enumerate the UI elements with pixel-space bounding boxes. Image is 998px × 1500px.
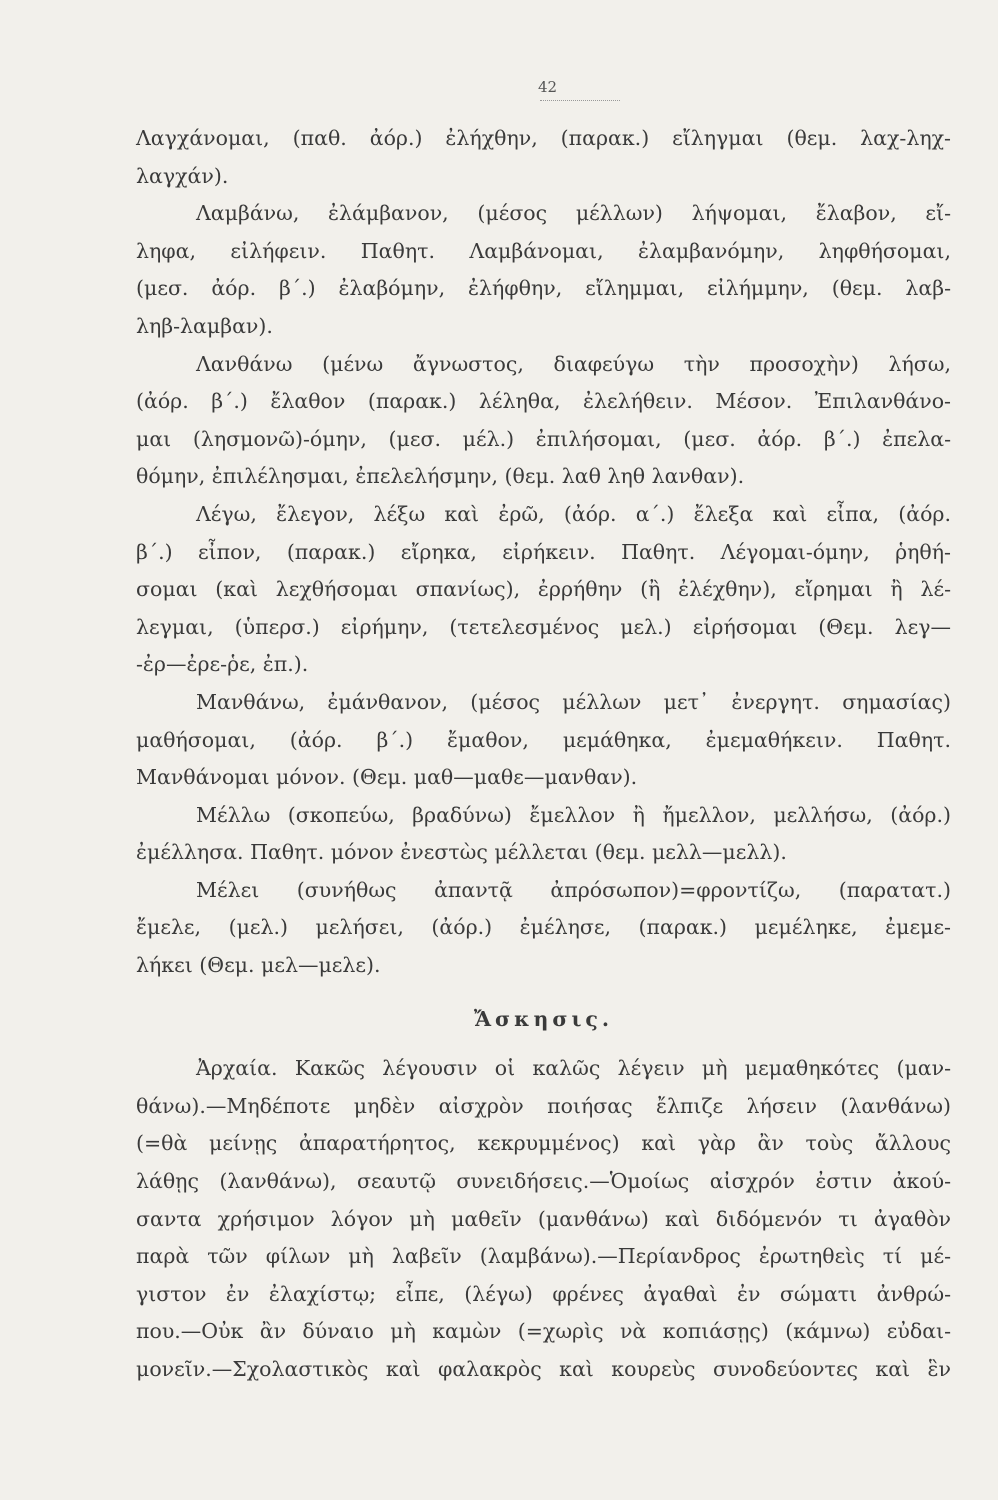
text-line: μονεῖν.—Σχολαστικὸς καὶ φαλακρὸς καὶ κουρεὺς συνοδεύοντες καὶ ἓν <box>136 1357 951 1381</box>
text-line: -ἐρ—ἐρε-ῥε, ἐπ.). <box>136 652 309 677</box>
text-line: Μανθάνω, ἐμάνθανον, (μέσος μέλλων μετ᾽ ἐνεργητ. σημασίας) <box>196 689 951 714</box>
text-line: β΄.) εἶπον, (παρακ.) εἴρηκα, εἰρήκειν. Παθητ. Λέγομαι-όμην, ῥηθή- <box>136 539 951 564</box>
page-number-rule <box>540 100 620 101</box>
text-line: ληφα, εἰλήφειν. Παθητ. Λαμβάνομαι, ἐλαμβανόμην, ληφθήσομαι, <box>136 238 951 263</box>
text-line: θάνω).—Μηδέποτε μηδὲν αἰσχρὸν ποιήσας ἔλπιζε λήσειν (λανθάνω) <box>136 1093 951 1118</box>
text-line: μαι (λησμονῶ)-όμην, (μεσ. μέλ.) ἐπιλήσομαι, (μεσ. ἀόρ. β΄.) ἐπελα- <box>136 426 951 451</box>
text-line: Μέλει (συνήθως ἀπαντᾷ ἀπρόσωπον)=φροντίζω, (παρατατ.) <box>196 877 951 902</box>
text-line: ἐμέλλησα. Παθητ. μόνον ἐνεστὼς μέλλεται (θεμ. μελλ—μελλ). <box>136 840 787 865</box>
text-line: λαγχάν). <box>136 163 229 188</box>
text-line: Ἀρχαία. Κακῶς λέγουσιν οἱ καλῶς λέγειν μὴ μεμαθηκότες (μαν- <box>196 1056 951 1081</box>
text-line: Λανθάνω (μένω ἄγνωστος, διαφεύγω τὴν προσοχὴν) λήσω, <box>196 351 951 376</box>
text-line: που.—Οὐκ ἂν δύναιο μὴ καμὼν (=χωρὶς νὰ κοπιάσῃς) (κάμνω) εὐδαι- <box>136 1319 951 1344</box>
text-line: Λέγω, ἔλεγον, λέξω καὶ ἐρῶ, (ἀόρ. α΄.) ἔλεξα καὶ εἶπα, (ἀόρ. <box>196 501 951 526</box>
text-line: Μανθάνομαι μόνον. (Θεμ. μαθ—μαθε—μανθαν). <box>136 765 638 790</box>
page-text <box>136 120 951 1389</box>
text-line: Λαμβάνω, ἐλάμβανον, (μέσος μέλλων) λήψομαι, ἔλαβον, εἴ- <box>196 201 951 226</box>
text-line: παρὰ τῶν φίλων μὴ λαβεῖν (λαμβάνω).—Περίανδρος ἐρωτηθεὶς τί μέ- <box>136 1244 951 1269</box>
text-line: λεγμαι, (ὑπερσ.) εἰρήμην, (τετελεσμένος μελ.) εἰρήσομαι (Θεμ. λεγ— <box>136 614 951 639</box>
text-line: (=θὰ μείνῃς ἀπαρατήρητος, κεκρυμμένος) καὶ γὰρ ἂν τοὺς ἄλλους <box>136 1131 951 1156</box>
text-line: (ἀόρ. β΄.) ἔλαθον (παρακ.) λέληθα, ἐλελήθειν. Μέσον. Ἐπιλανθάνο- <box>136 389 951 414</box>
text-line: μαθήσομαι, (ἀόρ. β΄.) ἔμαθον, μεμάθηκα, ἐμεμαθήκειν. Παθητ. <box>136 727 951 752</box>
text-line: Μέλλω (σκοπεύω, βραδύνω) ἔμελλον ἢ ἤμελλον, μελλήσω, (ἀόρ.) <box>196 802 951 827</box>
section-heading: Ἄσκησις. <box>473 1006 614 1031</box>
page-number: 42 <box>538 78 558 96</box>
text-line: θόμην, ἐπιλέλησμαι, ἐπελελήσμην, (θεμ. λαθ ληθ λανθαν). <box>136 464 745 489</box>
text-line: λάθῃς (λανθάνω), σεαυτῷ συνειδήσεις.—Ὁμοίως αἰσχρόν ἐστιν ἀκού- <box>136 1169 951 1194</box>
text-line: Λαγχάνομαι, (παθ. ἀόρ.) ἐλήχθην, (παρακ.) εἴληγμαι (θεμ. λαχ-ληχ- <box>136 126 951 150</box>
text-line: σομαι (καὶ λεχθήσομαι σπανίως), ἐρρήθην (ἢ ἐλέχθην), εἴρημαι ἢ λέ- <box>136 577 951 602</box>
text-line: λήκει (Θεμ. μελ—μελε). <box>136 953 381 978</box>
text-line: γιστον ἐν ἐλαχίστῳ; εἶπε, (λέγω) φρένες ἀγαθαὶ ἐν σώματι ἀνθρώ- <box>136 1281 951 1306</box>
text-line: ληβ-λαμβαν). <box>136 313 273 338</box>
text-line: (μεσ. ἀόρ. β΄.) ἐλαβόμην, ἐλήφθην, εἴλημμαι, εἰλήμμην, (θεμ. λαβ- <box>136 276 951 301</box>
text-line: σαντα χρήσιμον λόγον μὴ μαθεῖν (μανθάνω) καὶ διδόμενόν τι ἀγαθὸν <box>136 1206 951 1231</box>
text-line: ἔμελε, (μελ.) μελήσει, (ἀόρ.) ἐμέλησε, (παρακ.) μεμέληκε, ἐμεμε- <box>136 915 951 940</box>
